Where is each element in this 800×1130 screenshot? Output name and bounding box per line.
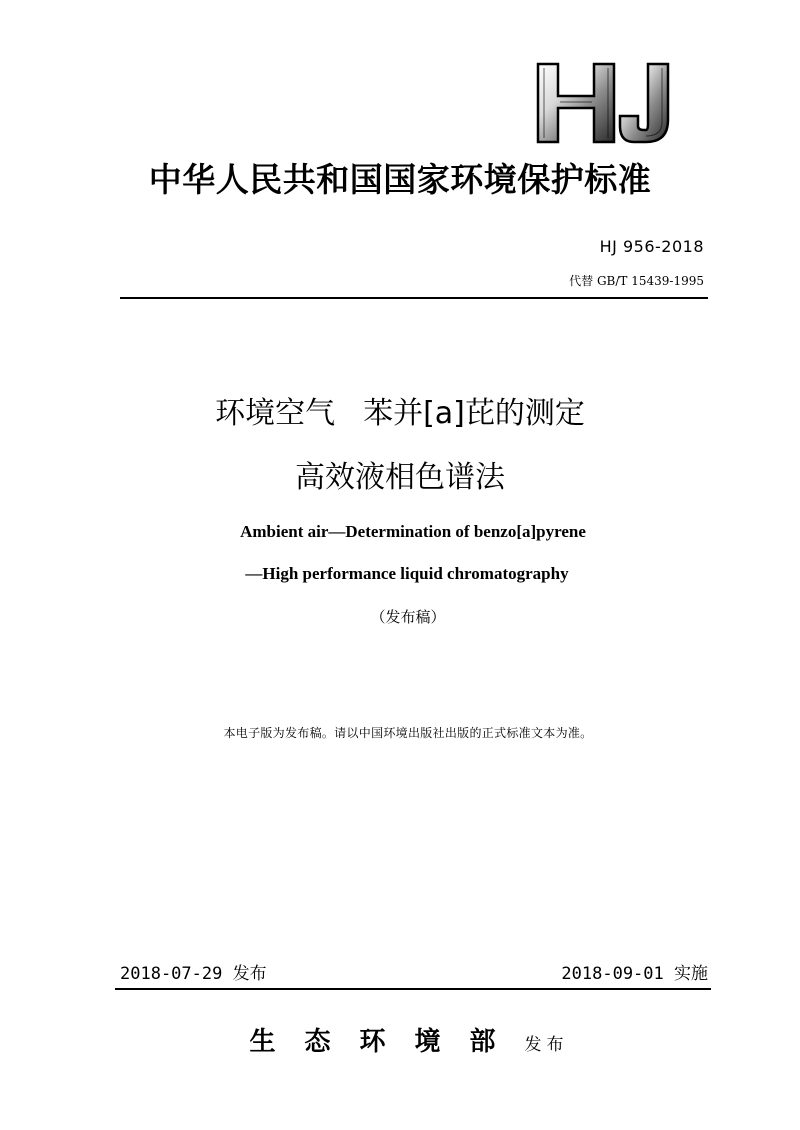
issuer-suffix: 发布 xyxy=(524,1035,569,1055)
issuer-name: 生态环境部 xyxy=(249,1027,525,1057)
title-english-line-1: Ambient air—Determination of benzo[a]pyrene xyxy=(240,522,586,541)
title-english-line-2: —High performance liquid chromatography xyxy=(245,564,569,583)
issuer-line xyxy=(0,1024,800,1063)
draft-status-note: （发布稿） xyxy=(370,608,446,626)
disclaimer-text: 本电子版为发布稿。请以中国环境出版社出版的正式标准文本为准。 xyxy=(223,726,593,740)
title-chinese-line-1 xyxy=(0,392,800,436)
title-chinese-line-2: 高效液相色谱法 xyxy=(295,460,505,495)
top-divider xyxy=(120,297,708,299)
implementation-date: 2018-09-01 实施 xyxy=(561,964,708,984)
hj-logo xyxy=(536,62,684,144)
title-chinese-part-2: 苯并[a]芘的测定 xyxy=(363,396,585,431)
org-title: 中华人民共和国国家环境保护标准 xyxy=(148,160,652,199)
replaces-standard: 代替 GB/T 15439-1995 xyxy=(569,274,704,288)
title-chinese-part-1: 环境空气 xyxy=(215,396,336,431)
bottom-divider xyxy=(115,988,711,990)
standard-number: HJ 956-2018 xyxy=(599,237,704,256)
issue-date: 2018-07-29 发布 xyxy=(120,964,267,984)
